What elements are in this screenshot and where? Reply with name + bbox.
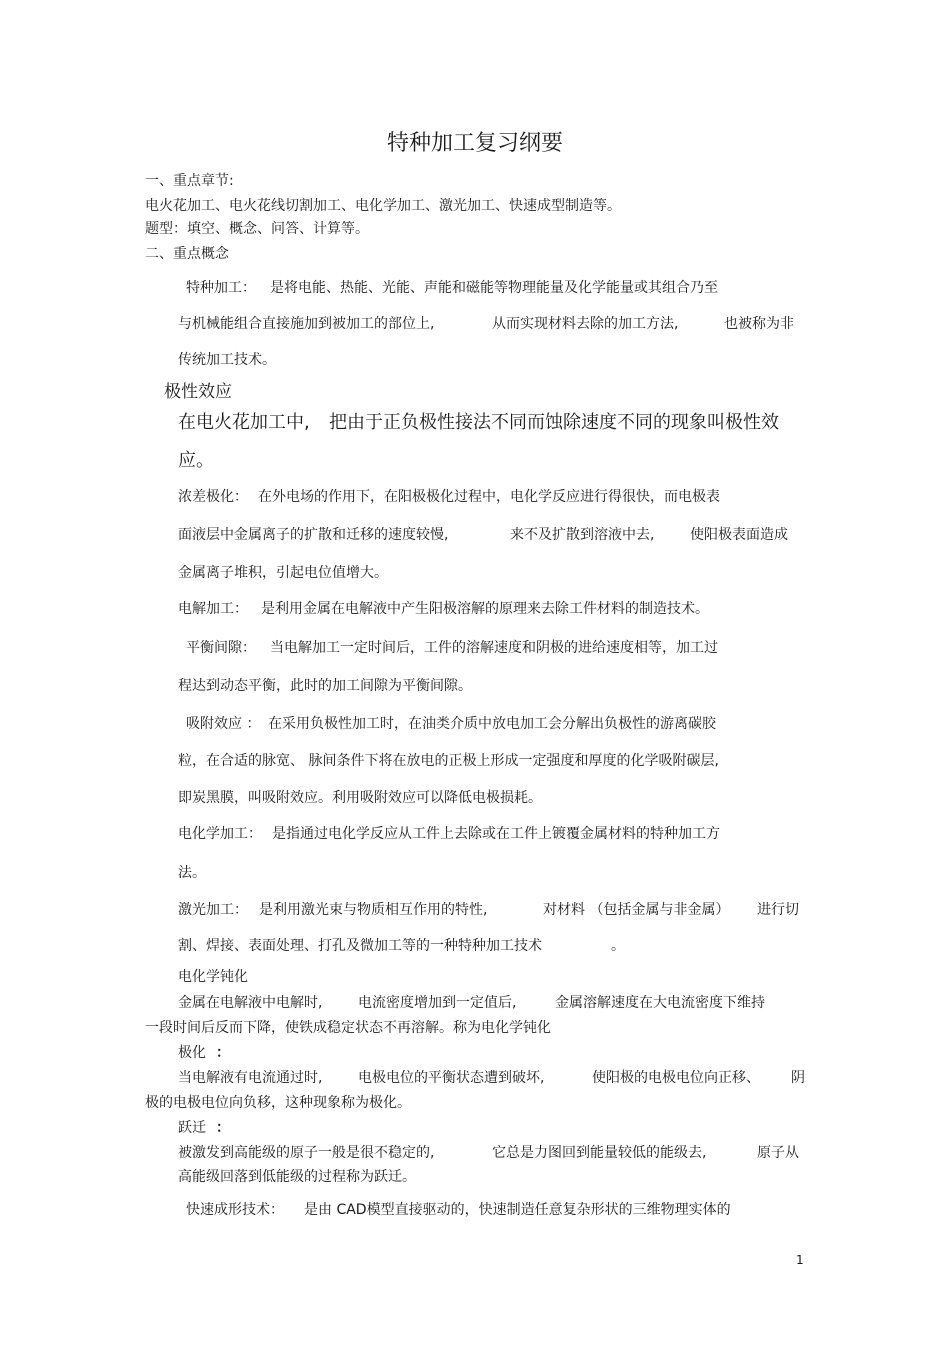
definition-line: 。 (611, 938, 625, 954)
definition-line: 法。 (178, 865, 206, 881)
definition-line: 与机械能组合直接施加到被加工的部位上, (178, 316, 435, 332)
definition-line: 被激发到高能级的原子一般是很不稳定的, (178, 1145, 435, 1161)
definition-line: 把由于正负极性接法不同而蚀除速度不同的现象叫极性效 (329, 412, 779, 433)
definition-line: 是由 CAD模型直接驱动的，快速制造任意复杂形状的三维物理实体的 (304, 1202, 731, 1218)
section2-heading: 二、重点概念 (145, 246, 229, 262)
page-number: 1 (796, 1253, 804, 1267)
definition-line: 是利用激光束与物质相互作用的特性, (259, 902, 488, 918)
definition-line: 高能级回落到低能级的过程称为跃迁。 (178, 1169, 416, 1185)
page-title: 特种加工复习纲要 (386, 131, 563, 156)
term-electrochemical-machining: 电化学加工： (178, 826, 262, 842)
definition-line: 原子从 (757, 1145, 799, 1161)
definition-line: 即炭黑膜，叫吸附效应。利用吸附效应可以降低电极损耗。 (178, 790, 542, 806)
definition-line: 当电解加工一定时间后，工件的溶解速度和阴极的进给速度相等，加工过 (270, 640, 718, 656)
definition-line: 电极电位的平衡状态遭到破坏, (358, 1070, 545, 1086)
definition-line: 是指通过电化学反应从工件上去除或在工件上镀覆金属材料的特种加工方 (272, 826, 720, 842)
definition-line: 一段时间后反而下降，使铁成稳定状态不再溶解。称为电化学钝化 (145, 1020, 551, 1036)
definition-line: 在采用负极性加工时，在油类介质中放电加工会分解出负极性的游离碳胶 (268, 716, 716, 732)
definition-line: 来不及扩散到溶液中去, (510, 527, 655, 543)
definition-line: 是将电能、热能、光能、声能和磁能等物理能量及化学能量或其组合乃至 (270, 280, 718, 296)
term-adsorption-effect: 吸附效应 ： (186, 716, 261, 732)
definition-line: 金属在电解液中电解时, (178, 995, 323, 1011)
definition-line: 从而实现材料去除的加工方法, (492, 316, 679, 332)
term-rapid-prototyping: 快速成形技术： (186, 1202, 284, 1218)
section1-heading: 一、重点章节: (145, 173, 234, 189)
definition-line: 传统加工技术。 (178, 352, 276, 368)
term-special-machining: 特种加工： (186, 280, 256, 296)
definition-line: 是利用金属在电解液中产生阳极溶解的原理来去除工件材料的制造技术。 (261, 601, 709, 617)
definition-line: 也被称为非 (724, 316, 794, 332)
term-electrochemical-passivation: 电化学钝化 (178, 969, 248, 985)
definition-line: 当电解液有电流通过时, (178, 1070, 323, 1086)
definition-line: 粒，在合适的脉宽、 脉间条件下将在放电的正极上形成一定强度和厚度的化学吸附碳层, (178, 753, 719, 769)
definition-line: 电流密度增加到一定值后, (358, 995, 517, 1011)
term-transition: 跃迁 (178, 1120, 206, 1136)
term-laser-machining: 激光加工： (178, 902, 248, 918)
definition-line: 使阳极的电极电位向正移、 (592, 1070, 760, 1086)
definition-line: 它总是力图回到能量较低的能级去, (492, 1145, 707, 1161)
definition-line: 在电火花加工中, (178, 412, 310, 433)
definition-line: 对材料 （包括金属与非金属） (543, 902, 730, 918)
definition-line: 应。 (178, 450, 214, 471)
question-types-text: 题型：填空、概念、问答、计算等。 (145, 221, 369, 237)
term-concentration-polarization: 浓差极化： (178, 489, 248, 505)
definition-line: 使阳极表面造成 (690, 527, 788, 543)
term-polarization: 极化 (178, 1045, 206, 1061)
term-electrolytic-machining: 电解加工： (178, 601, 248, 617)
term-colon: ： (216, 1045, 230, 1061)
polarity-effect-heading: 极性效应 (164, 382, 232, 402)
key-chapters-text: 电火花加工、电火花线切割加工、电化学加工、激光加工、快速成型制造等。 (145, 198, 621, 214)
definition-line: 面液层中金属离子的扩散和迁移的速度较慢, (178, 527, 449, 543)
definition-line: 割、焊接、表面处理、打孔及微加工等的一种特种加工技术 (178, 938, 542, 954)
definition-line: 在外电场的作用下，在阳极极化过程中，电化学反应进行得很快，而电极表 (258, 489, 720, 505)
definition-line: 极的电极电位向负移，这种现象称为极化。 (145, 1095, 411, 1111)
term-colon: ： (216, 1120, 230, 1136)
definition-line: 金属离子堆积，引起电位值增大。 (178, 565, 388, 581)
definition-line: 程达到动态平衡，此时的加工间隙为平衡间隙。 (178, 678, 472, 694)
definition-line: 进行切 (757, 902, 799, 918)
term-balance-gap: 平衡间隙： (186, 640, 256, 656)
definition-line: 阴 (791, 1070, 805, 1086)
definition-line: 金属溶解速度在大电流密度下维持 (555, 995, 765, 1011)
